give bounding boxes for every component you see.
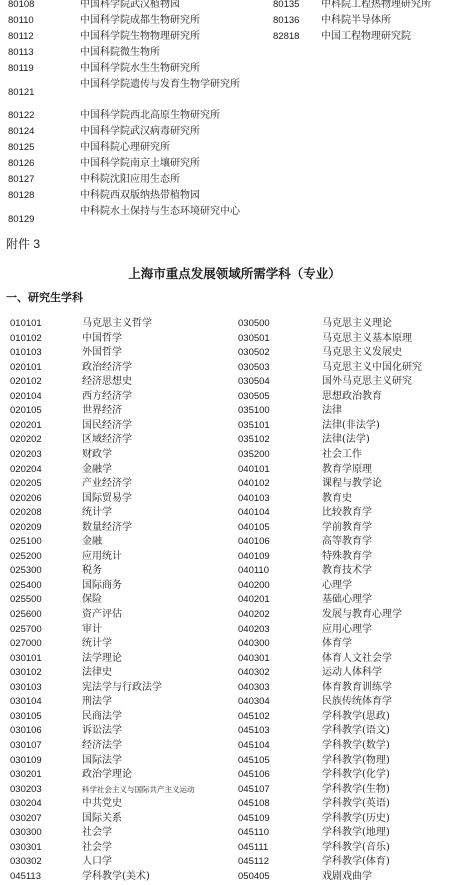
item-code: 030101 <box>10 653 42 664</box>
item-code: 020105 <box>10 405 42 416</box>
item-code: 80128 <box>8 190 35 201</box>
item-code: 040110 <box>238 565 269 576</box>
item-code: 030500 <box>238 318 270 329</box>
item-code: 045107 <box>238 784 270 795</box>
item-code: 045104 <box>238 740 270 751</box>
item-name: 教育史 <box>322 493 352 504</box>
item-name: 中科院沈阳应用生态所 <box>80 174 180 185</box>
item-name: 科学社会主义与国际共产主义运动 <box>82 785 195 794</box>
item-code: 80135 <box>273 0 300 10</box>
item-name: 社会学 <box>82 842 112 853</box>
item-code: 027000 <box>10 638 42 649</box>
item-name: 中国科学院水生生物研究所 <box>80 63 200 74</box>
item-code: 040201 <box>238 594 270 605</box>
item-name: 中科院工程热物理研究所 <box>321 0 431 10</box>
item-code: 030505 <box>238 391 270 402</box>
item-code: 030302 <box>10 856 42 867</box>
item-name: 马克思主义发展史 <box>322 347 402 358</box>
item-code: 045110 <box>238 827 269 838</box>
item-code: 030109 <box>10 755 42 766</box>
item-code: 040105 <box>238 522 270 533</box>
item-code: 020203 <box>10 449 42 460</box>
item-code: 020208 <box>10 507 42 518</box>
item-name: 学科教学(生物) <box>322 784 390 795</box>
item-name: 学科教学(英语) <box>322 798 390 809</box>
item-code: 80108 <box>8 0 35 10</box>
item-code: 045103 <box>238 725 270 736</box>
item-name: 人口学 <box>82 856 112 867</box>
item-code: 80136 <box>273 15 300 26</box>
item-name: 税务 <box>82 565 102 576</box>
item-name: 马克思主义哲学 <box>82 318 152 329</box>
item-name: 金融学 <box>82 464 112 475</box>
item-name: 特殊教育学 <box>322 551 372 562</box>
item-name: 基础心理学 <box>322 594 372 605</box>
item-code: 040200 <box>238 580 270 591</box>
item-name: 诉讼法学 <box>82 725 122 736</box>
item-name: 国际法学 <box>82 755 122 766</box>
item-code: 025600 <box>10 609 42 620</box>
item-code: 045108 <box>238 798 270 809</box>
item-code: 025700 <box>10 624 42 635</box>
item-name: 中共党史 <box>82 798 122 809</box>
item-code: 040304 <box>238 696 270 707</box>
item-code: 040102 <box>238 478 270 489</box>
item-name: 教育学原理 <box>322 464 372 475</box>
item-code: 80110 <box>8 15 34 26</box>
item-name: 学科教学(体育) <box>322 856 390 867</box>
item-code: 025300 <box>10 565 42 576</box>
item-name: 产业经济学 <box>82 478 132 489</box>
item-name: 应用心理学 <box>322 624 372 635</box>
item-code: 040104 <box>238 507 270 518</box>
item-name: 马克思主义中国化研究 <box>322 362 422 373</box>
item-name: 马克思主义基本原理 <box>322 333 412 344</box>
item-code: 80129 <box>8 214 35 225</box>
item-code: 030204 <box>10 798 42 809</box>
item-name: 社会学 <box>82 827 112 838</box>
item-code: 80121 <box>8 87 35 98</box>
item-code: 020102 <box>10 376 42 387</box>
item-name: 财政学 <box>82 449 112 460</box>
item-name: 心理学 <box>322 580 352 591</box>
item-name: 学科教学(音乐) <box>322 842 390 853</box>
item-code: 030107 <box>10 740 42 751</box>
item-code: 030105 <box>10 711 42 722</box>
item-name: 高等教育学 <box>322 536 372 547</box>
item-name: 法律(法学) <box>322 434 370 445</box>
item-name: 马克思主义理论 <box>322 318 392 329</box>
item-code: 010103 <box>10 347 42 358</box>
item-code: 030203 <box>10 784 42 795</box>
item-name: 经济思想史 <box>82 376 132 387</box>
item-name: 学科教学(语文) <box>322 725 390 736</box>
item-name: 中科院西双版纳热带植物园 <box>80 190 200 201</box>
item-code: 040300 <box>238 638 270 649</box>
item-name: 国际商务 <box>82 580 122 591</box>
item-code: 020206 <box>10 493 42 504</box>
item-code: 045113 <box>10 871 41 882</box>
item-code: 025200 <box>10 551 42 562</box>
item-code: 030102 <box>10 667 42 678</box>
item-name: 戏剧戏曲学 <box>322 871 372 882</box>
item-name: 审计 <box>82 624 102 635</box>
item-code: 030300 <box>10 827 42 838</box>
item-code: 035102 <box>238 434 270 445</box>
item-name: 世界经济 <box>82 405 122 416</box>
item-code: 020101 <box>10 362 42 373</box>
item-name: 中国科学院生物物理研究所 <box>80 31 200 42</box>
item-code: 030104 <box>10 696 42 707</box>
item-name: 统计学 <box>82 507 112 518</box>
item-name: 思想政治教育 <box>322 391 382 402</box>
item-name: 中国科学院武汉病毒研究所 <box>80 126 200 137</box>
item-name: 数量经济学 <box>82 522 132 533</box>
item-name: 中国科院微生物所 <box>80 47 160 58</box>
item-name: 应用统计 <box>82 551 122 562</box>
item-code: 040301 <box>238 653 270 664</box>
item-code: 80113 <box>8 47 34 58</box>
item-name: 国际关系 <box>82 813 122 824</box>
item-name: 运动人体科学 <box>322 667 382 678</box>
item-name: 民族传统体育学 <box>322 696 392 707</box>
item-code: 80124 <box>8 126 35 137</box>
item-code: 045112 <box>238 856 269 867</box>
item-code: 040202 <box>238 609 270 620</box>
item-name: 西方经济学 <box>82 391 132 402</box>
item-code: 030301 <box>10 842 42 853</box>
item-name: 政治经济学 <box>82 362 132 373</box>
item-code: 045106 <box>238 769 270 780</box>
item-code: 045105 <box>238 755 270 766</box>
item-name: 体育学 <box>322 638 352 649</box>
item-code: 030503 <box>238 362 270 373</box>
item-code: 020104 <box>10 391 42 402</box>
item-name: 国际贸易学 <box>82 493 132 504</box>
item-name: 统计学 <box>82 638 112 649</box>
item-code: 030103 <box>10 682 42 693</box>
item-name: 中国科院心理研究所 <box>80 142 170 153</box>
item-name: 中科院水土保持与生态环境研究中心 <box>80 206 240 217</box>
item-code: 020202 <box>10 434 42 445</box>
item-code: 80127 <box>8 174 35 185</box>
item-name: 社会工作 <box>322 449 362 460</box>
item-code: 80126 <box>8 158 35 169</box>
item-name: 民商法学 <box>82 711 122 722</box>
item-name: 学科教学(美术) <box>82 871 150 882</box>
item-name: 学科教学(物理) <box>322 755 390 766</box>
item-name: 经济法学 <box>82 740 122 751</box>
item-code: 040106 <box>238 536 270 547</box>
item-code: 80122 <box>8 110 35 121</box>
item-name: 学科教学(思政) <box>322 711 390 722</box>
item-code: 010101 <box>10 318 42 329</box>
item-code: 020205 <box>10 478 42 489</box>
item-name: 学前教育学 <box>322 522 372 533</box>
item-name: 国民经济学 <box>82 420 132 431</box>
item-name: 中国科学院西北高原生物研究所 <box>80 110 220 121</box>
item-code: 040101 <box>238 464 270 475</box>
item-code: 045111 <box>238 842 269 853</box>
section-heading: 一、研究生学科 <box>6 291 83 304</box>
item-name: 体育教育训练学 <box>322 682 392 693</box>
item-code: 040302 <box>238 667 270 678</box>
item-name: 体育人文社会学 <box>322 653 392 664</box>
item-name: 学科教学(化学) <box>322 769 390 780</box>
item-code: 025400 <box>10 580 42 591</box>
item-name: 学科教学(数学) <box>322 740 390 751</box>
attachment-label: 附件 3 <box>6 237 41 251</box>
item-code: 050405 <box>238 871 270 882</box>
item-code: 045109 <box>238 813 270 824</box>
item-name: 资产评估 <box>82 609 122 620</box>
item-name: 学科教学(历史) <box>322 813 390 824</box>
item-code: 035100 <box>238 405 270 416</box>
item-code: 040109 <box>238 551 270 562</box>
item-name: 金融 <box>82 536 102 547</box>
item-name: 中国哲学 <box>82 333 122 344</box>
item-code: 80125 <box>8 142 35 153</box>
item-code: 80112 <box>8 31 34 42</box>
item-name: 外国哲学 <box>82 347 122 358</box>
item-name: 刑法学 <box>82 696 112 707</box>
item-code: 020201 <box>10 420 42 431</box>
item-name: 保险 <box>82 594 102 605</box>
item-code: 030106 <box>10 725 42 736</box>
item-name: 中国科学院武汉植物园 <box>80 0 180 10</box>
item-code: 035101 <box>238 420 270 431</box>
item-name: 法律 <box>322 405 342 416</box>
item-code: 045102 <box>238 711 270 722</box>
item-name: 法学理论 <box>82 653 122 664</box>
item-code: 030207 <box>10 813 42 824</box>
item-name: 教育技术学 <box>322 565 372 576</box>
item-name: 中科院半导体所 <box>321 15 391 26</box>
item-name: 中国科学院遗传与发育生物学研究所 <box>80 79 240 90</box>
item-code: 025500 <box>10 594 42 605</box>
item-code: 020204 <box>10 464 42 475</box>
item-name: 法律(非法学) <box>322 420 380 431</box>
item-code: 030504 <box>238 376 270 387</box>
item-name: 中国科学院成都生物研究所 <box>80 15 200 26</box>
item-name: 比较教育学 <box>322 507 372 518</box>
item-name: 法律史 <box>82 667 112 678</box>
item-name: 区域经济学 <box>82 434 132 445</box>
item-code: 040103 <box>238 493 270 504</box>
item-name: 宪法学与行政法学 <box>82 682 162 693</box>
item-code: 035200 <box>238 449 270 460</box>
item-code: 82818 <box>273 31 300 42</box>
item-code: 040203 <box>238 624 270 635</box>
document-title: 上海市重点发展领域所需学科（专业） <box>128 266 341 281</box>
item-code: 040303 <box>238 682 270 693</box>
item-code: 010102 <box>10 333 42 344</box>
item-code: 020209 <box>10 522 42 533</box>
item-name: 发展与教育心理学 <box>322 609 402 620</box>
item-name: 政治学理论 <box>82 769 132 780</box>
item-code: 030502 <box>238 347 270 358</box>
item-name: 中国工程物理研究院 <box>321 31 411 42</box>
item-code: 80119 <box>8 63 34 74</box>
item-name: 中国科学院南京土壤研究所 <box>80 158 200 169</box>
item-code: 030501 <box>238 333 270 344</box>
item-name: 学科教学(地理) <box>322 827 390 838</box>
item-name: 国外马克思主义研究 <box>322 376 412 387</box>
item-code: 030201 <box>10 769 42 780</box>
item-name: 课程与教学论 <box>322 478 382 489</box>
item-code: 025100 <box>10 536 42 547</box>
